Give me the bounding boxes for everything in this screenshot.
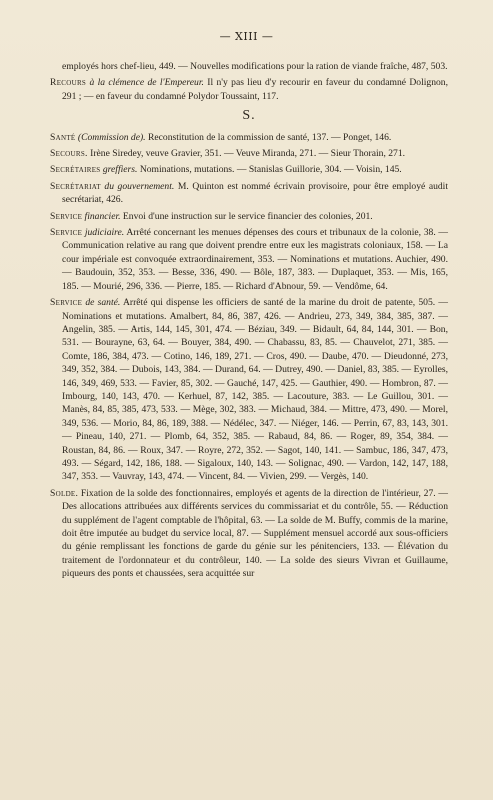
entry-heading: Service xyxy=(50,210,83,222)
entry-heading: Service xyxy=(50,227,83,239)
entry-text: Arrêté qui dispense les officiers de santé de la marine du droit de patente, 505. — Nominations et mutations. Amalbert, 84, 86, 387, 426. — Andrieu, 273, 349, 384, 385, 387. — Angelin, 385. — Artis, 144, 145, 301, 474. — Béziau, 349. — Bidault, 64, 84, 144, 301. — Bon, 531. — Bourayne, 63, 64. — Bouyer, 384, 490. — Chabassu, 83, 85. — Chauvelot, 271, 385. — Comte, 186, 384, 473. — Cotino, 146, 189, 271. — Cros, 490. — Daube, 470. — Dieudonné, 273, 349, 352, 384. — Dubois, 143, 384. — Durand, 64. — Dutrey, 490. — Daniel, 83, 385. — Eyrolles, 146, 349, 469, 533. — Favier, 85, 302. — Gauché, 147, 425. — Gauthier, 490. — Hombron, 87. — Imbourg, 140, 143, 470. — Kerhuel, 87, 142, 385. — Lacouture, 383. — Le Guillou, 301. — Manès, 84, 85, 385, 473, 533. — Mège, 302, 383. — Michaud, 384. — Mittre, 473, 490. — Morel, 349, 536. — Morio, 84, 86, 189, 388. — Nédélec, 347. — Niéger, 146. — Perrin, 67, 83, 143, 301. — Pineau, 140, 271. — Plomb, 64, 352, 385. — Rabaud, 84, 86. — Roger, 89, 354, 384. — Roustan, 84, 86. — Roux, 347. — Royre, 272, 352. — Sagot, 140, 141. — Sambuc, 186, 347, 473, 493. — Ségard, 142, 186, 188. — Sigaloux, 140, 143. — Solignac, 490. — Vardon, 142, 147, 188, 347, 353. — Vauvray, 143, 474. — Vincent, 84. — Vivien, 299. — Vergès, 140. xyxy=(62,297,448,483)
index-entry xyxy=(50,180,448,207)
entry-heading: Recours xyxy=(50,77,87,89)
entry-text: Il n'y pas lieu d'y recourir en faveur du condamné Dolignon, 291 ; — en faveur du condamné Polydor Toussaint, 117. xyxy=(62,77,448,102)
entry-subheading: de santé. xyxy=(82,297,121,309)
entry-heading: Solde. xyxy=(50,487,79,499)
entry-text: Arrêté concernant les menues dépenses des cours et tribunaux de la colonie, 38. — Communication relative au rang que doivent prendre entre eux les magistrats coloniaux, 158. — La cour impériale est convoquée extraordinairement, 353. — Nominations et mutations. Auchier, 490. — Baudouin, 352, 353. — Besse, 336, 490. — Bôle, 187, 383. — Duplaquet, 353. — Mis, 165, 185. — Mourié, 296, 336. — Pierre, 185. — Richard d'Abnour, 59. — Vendôme, 64. xyxy=(62,227,449,292)
entry-text: Fixation de la solde des fonctionnaires, employés et agents de la direction de l'intérieur, 27. — Des allocations attribuées aux différents services du commissariat et du contrôle, 55. — Réduction du supplément de l'agent comptable de l'hôpital, 63. — La solde de M. Buffy, commis de la marine, doit être imputée au budget du service local, 87. — Supplément mensuel accordé aux sous-officiers du génie remplissant les fonctions de garde du génie sur les pénitenciers, 133. — Élévation du traitement de l'ordonnateur et du contrôleur, 140. — La solde des sieurs Vivran et Guillaume, piqueurs des ponts et chaussées, sera acquittée sur xyxy=(62,487,448,580)
entry-text: Nominations, mutations. — Stanislas Guillorie, 304. — Voisin, 145. xyxy=(137,164,402,176)
index-entry xyxy=(50,76,448,103)
section-letter-heading: S. xyxy=(242,108,256,124)
entry-heading: Secrétaires xyxy=(50,164,101,176)
entry-heading: Secrétariat xyxy=(50,180,101,192)
index-entry xyxy=(50,60,448,73)
index-entry xyxy=(50,147,448,160)
page-number: — XIII — xyxy=(219,30,274,43)
entry-text: Irène Siredey, veuve Gravier, 351. — Veuve Miranda, 271. — Sieur Thorain, 271. xyxy=(87,148,406,160)
entry-text: Envoi d'une instruction sur le service financier des colonies, 201. xyxy=(120,210,373,222)
entry-subheading: du gouvernement. xyxy=(100,180,175,192)
entry-heading: Secours. xyxy=(50,148,88,160)
entry-text: Reconstitution de la commission de santé, 137. — Ponget, 146. xyxy=(145,131,392,143)
entry-heading: Service xyxy=(50,297,83,309)
entry-subheading: financier. xyxy=(82,210,121,222)
entry-text: employés hors chef-lieu, 449. — Nouvelles modifications pour la ration de viande fraîche, 487, 503. xyxy=(62,61,448,72)
index-entry xyxy=(50,226,448,293)
index-entry xyxy=(50,487,448,581)
index-entry xyxy=(50,210,448,223)
index-entry xyxy=(50,296,448,484)
entry-subheading: judiciaire. xyxy=(82,227,125,239)
entry-subheading: greffiers. xyxy=(100,164,138,176)
entry-subheading: à la clémence de l'Empereur. xyxy=(86,77,204,89)
index-entry xyxy=(50,163,448,176)
entry-subheading: (Commission de). xyxy=(75,131,146,143)
index-entry xyxy=(50,131,448,144)
entry-heading: Santé xyxy=(50,131,76,143)
entry-text: M. Quinton est nommé écrivain provisoire, pour être employé audit secrétariat, 426. xyxy=(62,180,449,206)
index-content xyxy=(50,60,448,584)
